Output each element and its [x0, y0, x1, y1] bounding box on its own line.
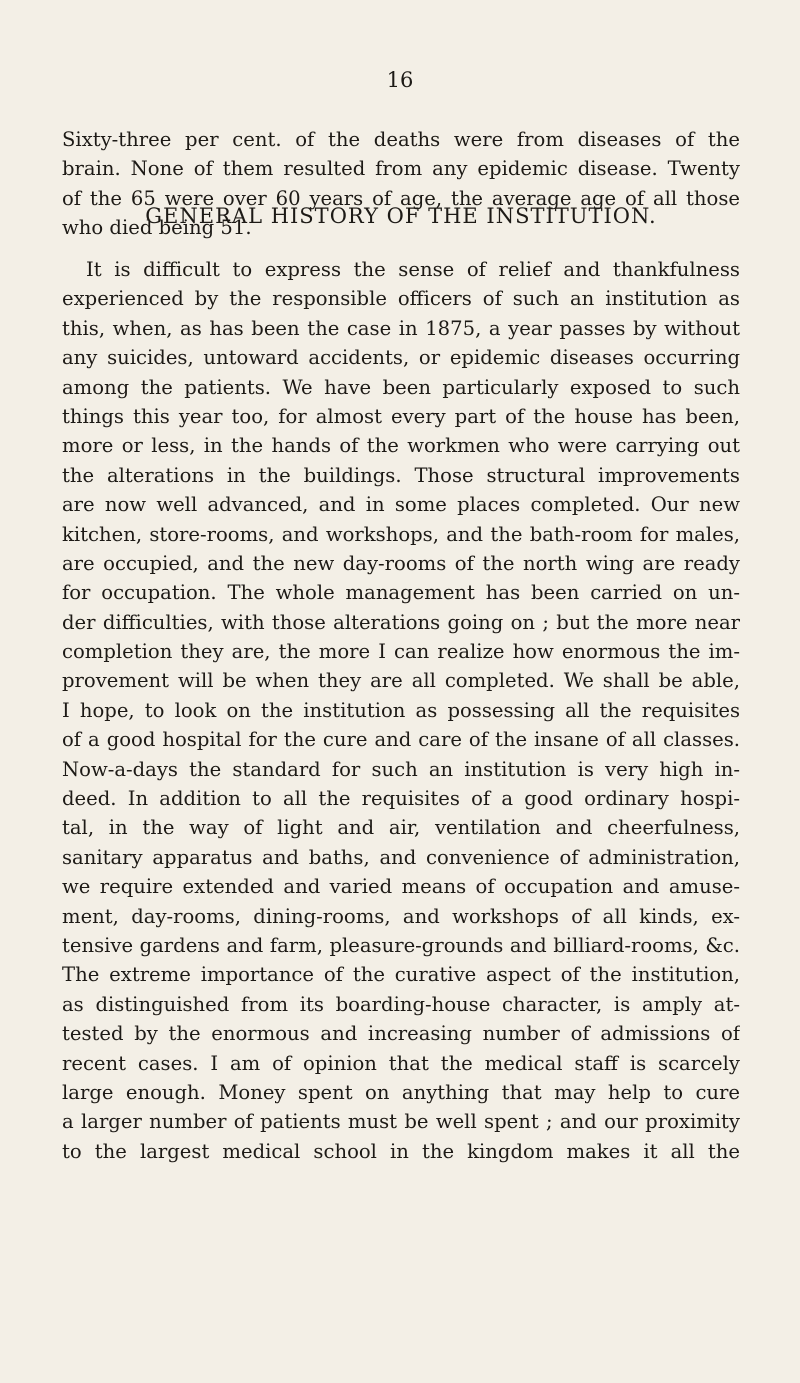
text-line: I hope, to look on the institution as possessing all the requisites	[62, 698, 740, 722]
text-line: kitchen, store-rooms, and workshops, and the bath-room for males,	[62, 522, 740, 546]
text-line: to the largest medical school in the kingdom makes it all the	[62, 1139, 740, 1163]
text-line: of the 65 were over 60 years of age, the average age of all those	[62, 186, 740, 210]
text-line: as distinguished from its boarding-house character, is amply at-	[62, 992, 740, 1016]
text-line: of a good hospital for the cure and care of the insane of all classes.	[62, 728, 740, 752]
text-line: ment, day-rooms, dining-rooms, and workshops of all kinds, ex-	[62, 904, 740, 928]
text-line: It is difficult to express the sense of relief and thankfulness	[86, 258, 740, 281]
text-line: tested by the enormous and increasing number of admissions of	[62, 1022, 740, 1046]
text-line: tensive gardens and farm, pleasure-grounds and billiard-rooms, &c.	[62, 933, 740, 957]
text-line: more or less, in the hands of the workmen who were carrying out	[62, 434, 740, 458]
text-line: this, when, as has been the case in 1875, a year passes by without	[62, 316, 740, 340]
text-line: are now well advanced, and in some places completed. Our new	[62, 493, 740, 517]
page-number: 16	[386, 68, 414, 92]
text-line: brain. None of them resulted from any epidemic disease. Twenty	[62, 157, 740, 181]
text-line: we require extended and varied means of occupation and amuse-	[62, 875, 740, 899]
text-line: experienced by the responsible officers of such an institution as	[62, 287, 740, 311]
section-heading: GENERAL HISTORY OF THE INSTITUTION.	[145, 204, 657, 228]
text-line: are occupied, and the new day-rooms of the north wing are ready	[62, 551, 740, 575]
text-line: large enough. Money spent on anything that may help to cure	[62, 1080, 740, 1104]
text-line: the alterations in the buildings. Those structural improvements	[62, 463, 740, 487]
text-line: der difficulties, with those alterations going on ; but the more near	[62, 610, 740, 634]
text-line: completion they are, the more I can realize how enormous the im-	[62, 640, 740, 664]
text-line: who died being 51.	[62, 216, 252, 240]
text-line: tal, in the way of light and air, ventilation and cheerfulness,	[62, 816, 740, 840]
paragraph-general-history	[62, 255, 740, 1166]
text-line: The extreme importance of the curative aspect of the institution,	[62, 963, 740, 987]
text-line: deed. In addition to all the requisites of a good ordinary hospi-	[62, 787, 740, 811]
text-line: Now-a-days the standard for such an institution is very high in-	[62, 757, 740, 781]
text-line: among the patients. We have been particularly exposed to such	[62, 375, 740, 399]
text-line: sanitary apparatus and baths, and convenience of administration,	[62, 845, 740, 869]
text-line: Sixty-three per cent. of the deaths were from diseases of the	[62, 128, 740, 151]
text-line: recent cases. I am of opinion that the medical staff is scarcely	[62, 1051, 740, 1075]
text-line: provement will be when they are all completed. We shall be able,	[62, 669, 740, 693]
text-line: any suicides, untoward accidents, or epidemic diseases occurring	[62, 346, 740, 370]
text-line: a larger number of patients must be well spent ; and our proximity	[62, 1110, 740, 1134]
text-line: for occupation. The whole management has been carried on un-	[62, 581, 740, 605]
text-line: things this year too, for almost every part of the house has been,	[62, 404, 740, 428]
